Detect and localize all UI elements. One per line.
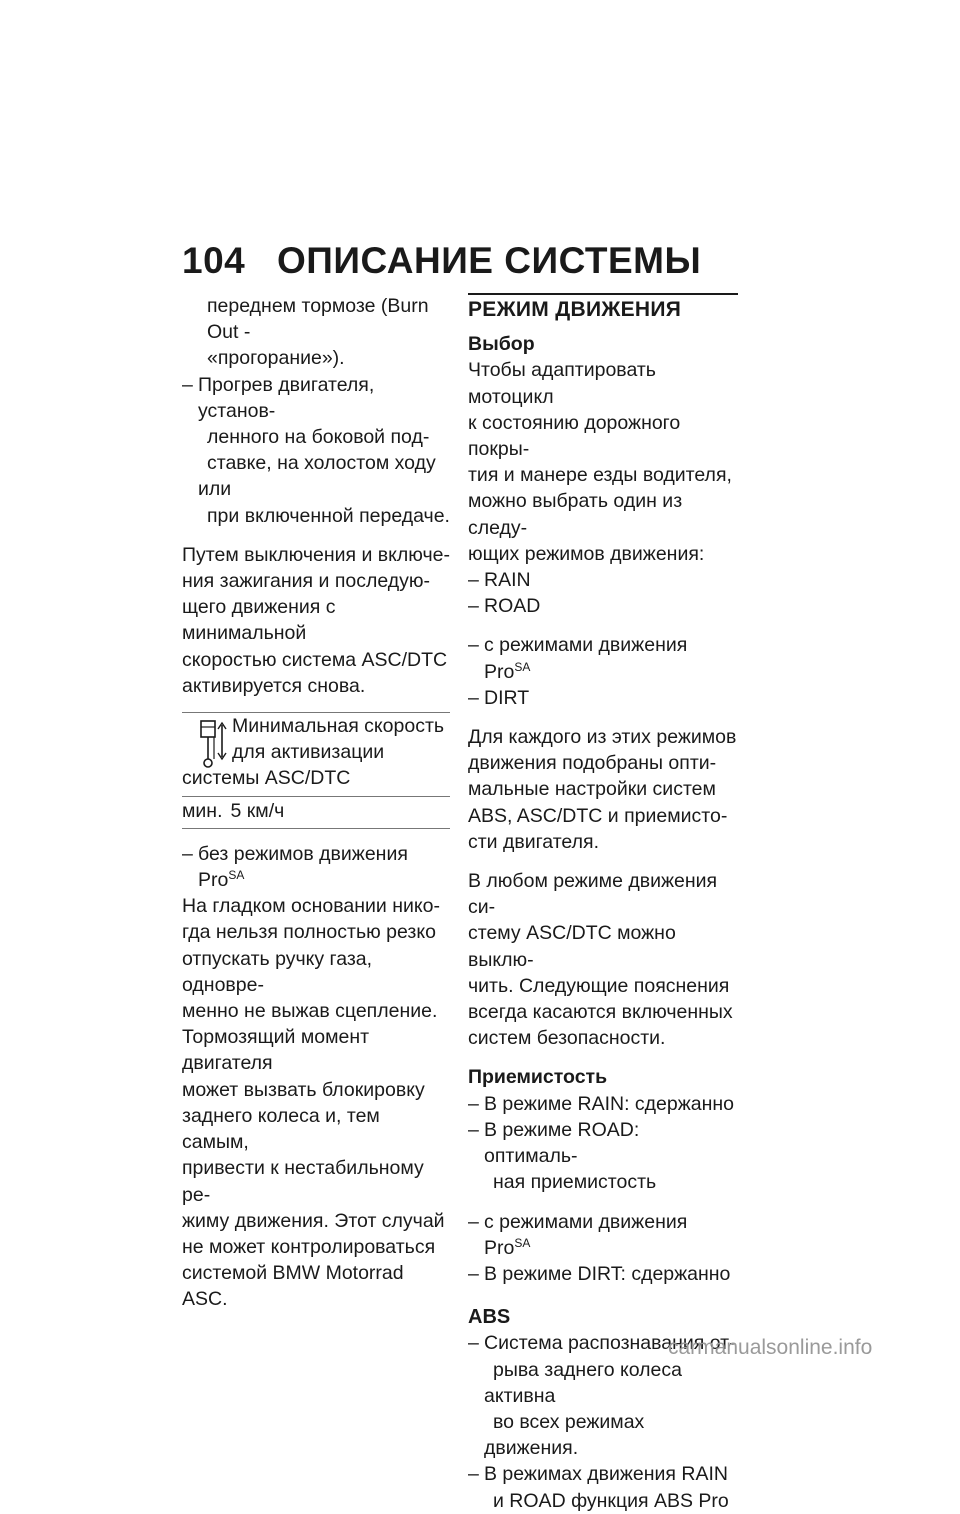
list-item-pro: – с режимами движения Pro$^{SA}$ — [468, 634, 688, 683]
left-column — [182, 293, 450, 1326]
watermark-link[interactable]: carmanualsonline.info — [668, 1336, 873, 1359]
paragraph-settings: Для каждого из этих режимов движения подобраны опти- мальные настройки систем ABS, ASC/DTC и приемисто- сти двигателя. — [468, 726, 737, 853]
speedometer-gauge-icon — [196, 719, 232, 769]
list-item-resp-rain: – В режиме RAIN: сдержанно — [468, 1092, 735, 1115]
paragraph-asc-dtc: В любом режиме движения си- стему ASC/DTC можно выклю- чить. Следующие пояснения всегда касаются включенных систем безопасности. — [468, 870, 733, 1050]
table-row — [182, 796, 450, 828]
paragraph-selection: Чтобы адаптировать мотоцикл к состоянию дорожного покры- тия и манере езды водителя, можно выбрать один из следу- ющих режимов движения: — [468, 359, 732, 565]
list-item-pro-2: – с режимами движения Pro$^{SA}$ — [468, 1210, 688, 1259]
page-title: ОПИСАНИЕ СИСТЕМЫ — [277, 240, 702, 281]
min-speed-table: Минимальная скорость для активизации системы ASC/DTC мин. 5 км/ч — [182, 712, 450, 829]
list-item-dirt: – DIRT — [468, 686, 530, 709]
list-item-no-pro: – без режимов движения Pro$^{SA}$ — [182, 842, 408, 892]
list-item-rain: – RAIN — [468, 569, 531, 592]
table-title: Минимальная скорость — [232, 715, 445, 738]
page-number: 104 — [182, 240, 246, 281]
list-item-resp-dirt: – В режиме DIRT: сдержанно — [468, 1262, 731, 1285]
paragraph-reactivation: Путем выключения и включе- ния зажигания и последую- щего движения с минимальной скоростью система ASC/DTC активируется снова. — [182, 543, 450, 697]
list-item-road: – ROAD — [468, 595, 541, 618]
list-item-warmup: – Прогрев двигателя, установ- ленного на боковой под- ставке, на холостом ходу или при включенной передаче. — [182, 373, 450, 527]
section-title: РЕЖИМ ДВИЖЕНИЯ — [468, 293, 738, 323]
paragraph-burnout: переднем тормозе (Burn Out - «прогорание»). — [207, 295, 429, 370]
list-item-abs-1: – Система распознавания от- рыва заднего колеса активна во всех режимах движения. — [468, 1332, 736, 1460]
subheading-responsiveness: Приемистость — [468, 1066, 608, 1089]
list-item-resp-road: – В режиме ROAD: оптималь- ная приемистость — [468, 1118, 657, 1194]
list-item-abs-2: – В режимах движения RAIN и ROAD функция ABS Pro — [468, 1463, 729, 1512]
subheading-selection: Выбор — [468, 333, 535, 356]
paragraph-warning: На гладком основании нико- гда нельзя полностью резко отпускать ручку газа, одновре- менно не выжав сцепление. Тормозящий момент двигателя может вызвать блокировку заднего колеса и, тем самым, привести к нестабильному ре- жиму движения. Этот случай не может контролироваться системой BMW Motorrad ASC. — [182, 895, 445, 1311]
value-label: мин. — [182, 799, 223, 822]
subheading-abs: ABS — [468, 1306, 511, 1329]
right-column — [468, 293, 738, 1514]
page-header — [182, 240, 701, 282]
value: 5 км/ч — [230, 799, 285, 822]
